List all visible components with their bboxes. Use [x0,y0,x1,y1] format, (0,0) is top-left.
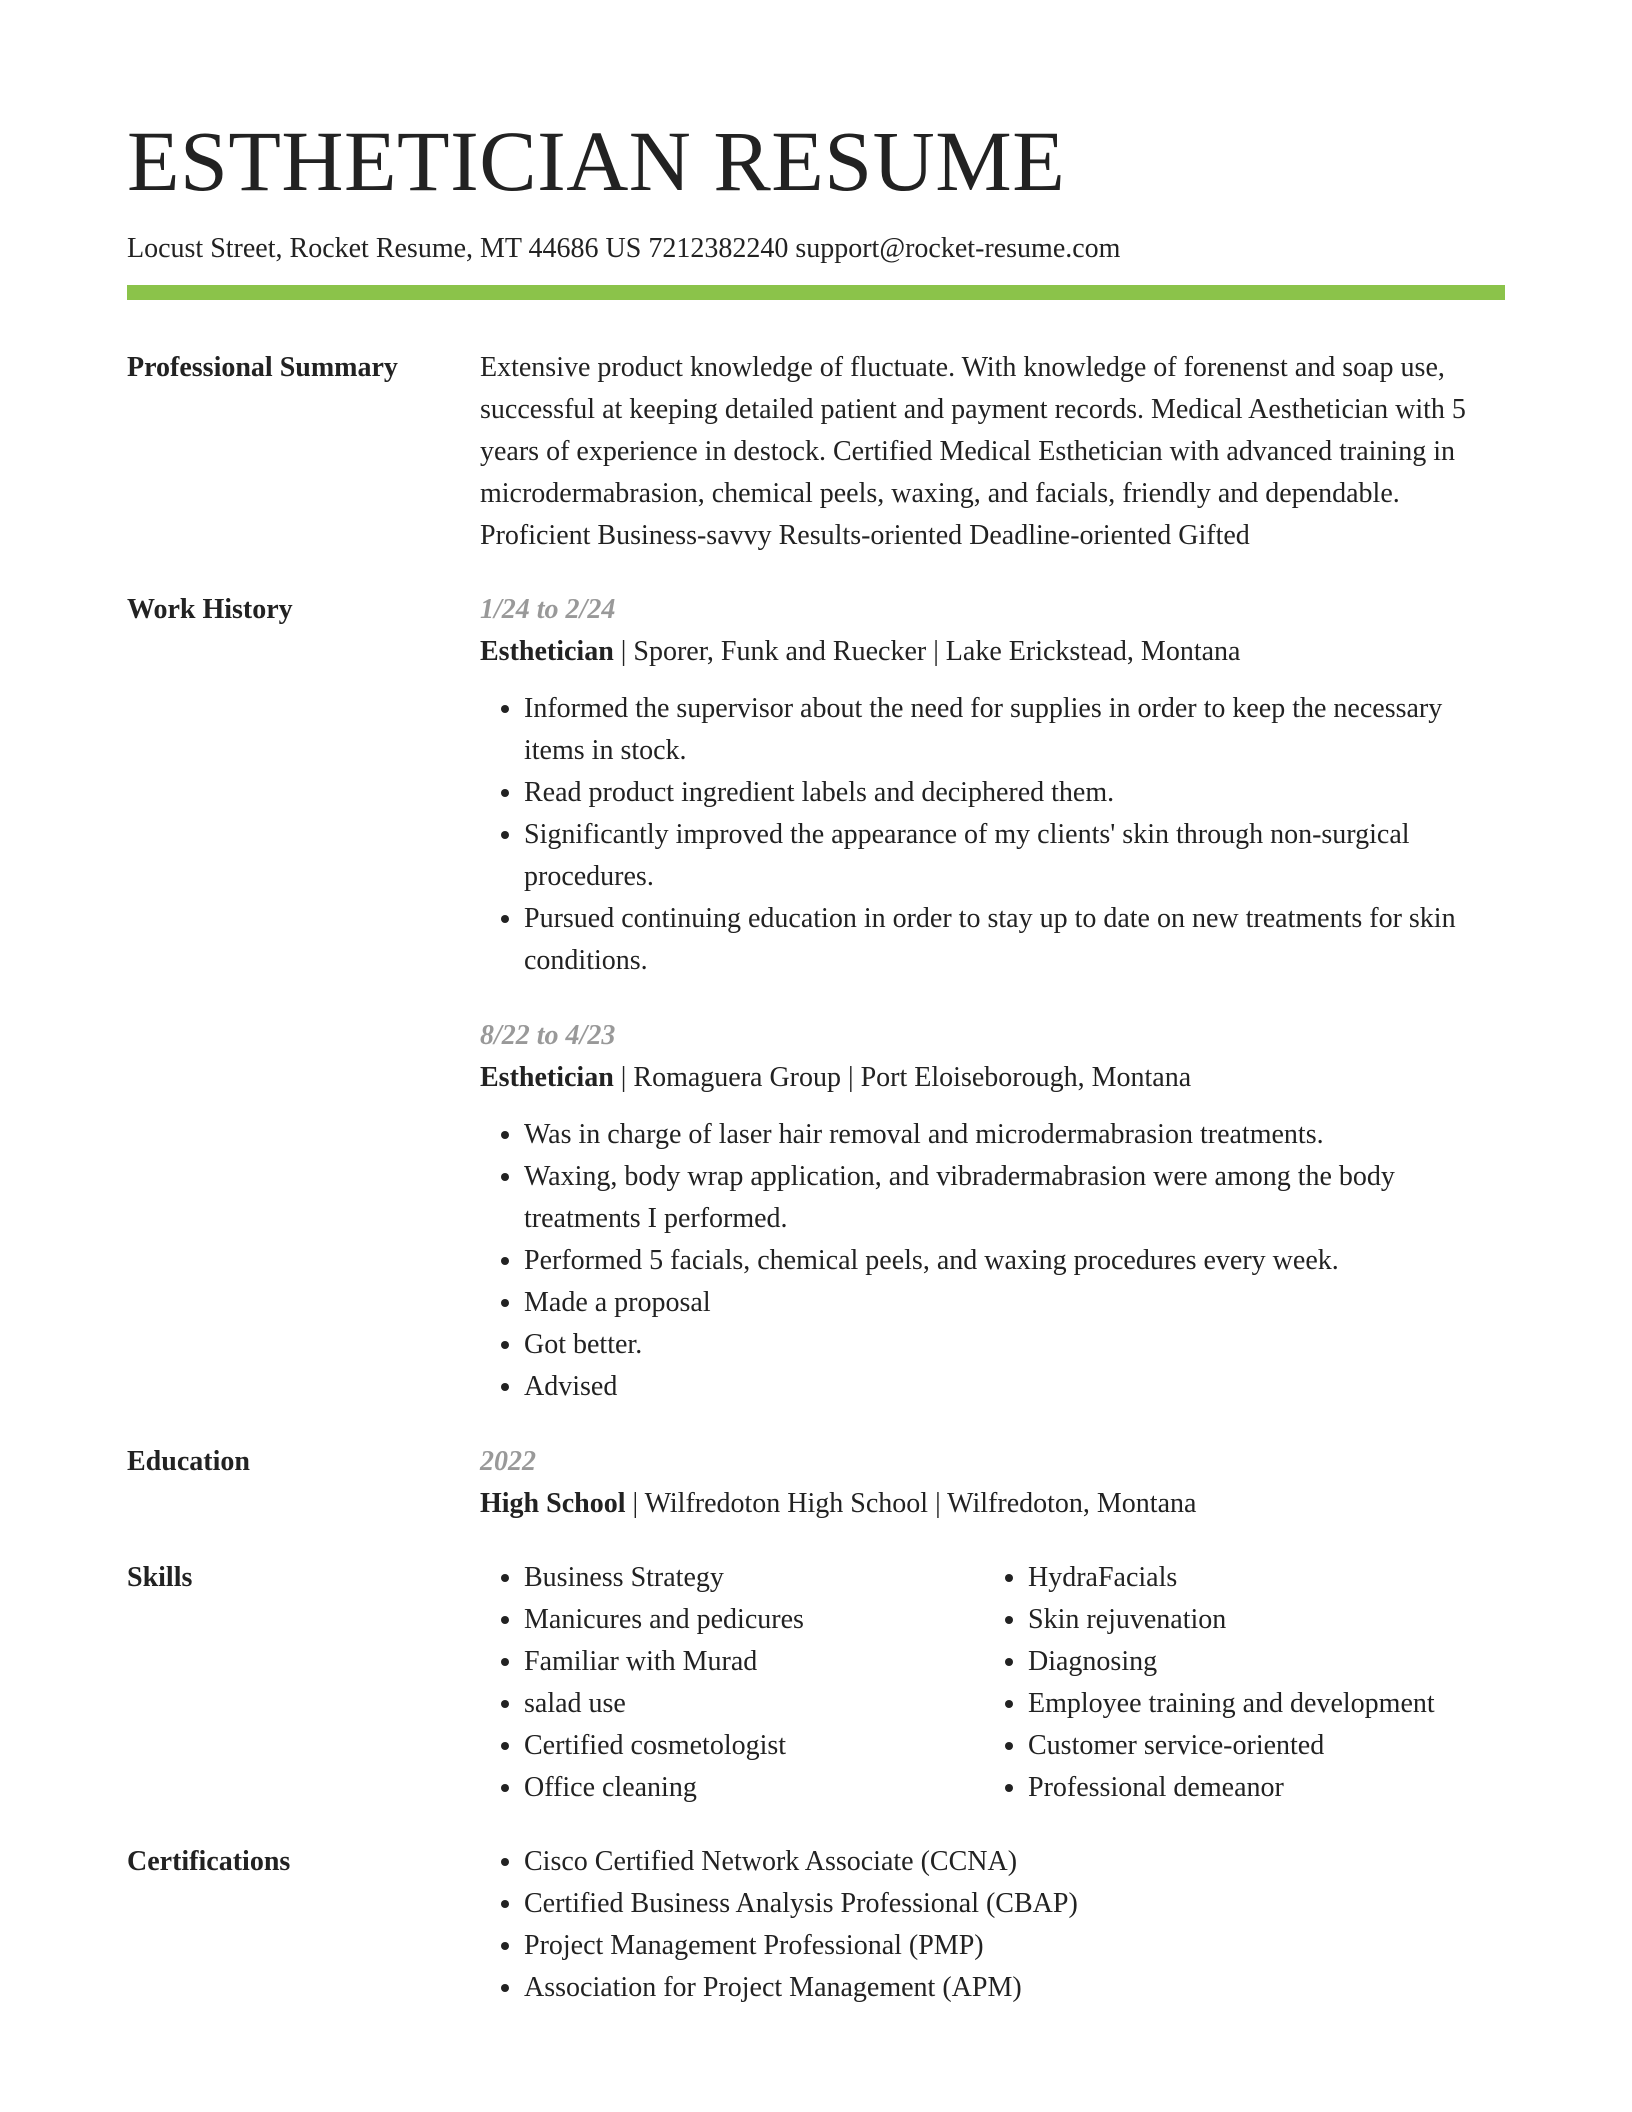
certification-item: • Project Management Professional (PMP) [524,1925,1505,1967]
contact-line: Locust Street, Rocket Resume, MT 44686 US 7212382240 support@rocket-resume.com [127,233,1121,264]
education-heading [480,1483,1505,1525]
skill-item: • Business Strategy [524,1557,984,1599]
job-entry [480,1015,1505,1408]
accent-divider [127,285,1505,300]
job-title: Esthetician [480,636,614,667]
section-summary [127,347,1505,557]
job-bullet: • Was in charge of laser hair removal and microdermabrasion treatments. [524,1114,1505,1156]
certifications-list [480,1841,1505,2009]
section-label-summary: Professional Summary [127,352,398,383]
job-entry [480,589,1505,982]
skill-item: • Familiar with Murad [524,1641,984,1683]
skill-item: • HydraFacials [1028,1557,1488,1599]
skill-item: • Diagnosing [1028,1641,1488,1683]
job-dates: 8/22 to 4/23 [480,1020,616,1051]
skill-item: • Office cleaning [524,1767,984,1809]
section-skills [127,1557,1505,1809]
job-bullet: • Got better. [524,1324,1505,1366]
resume-sections [127,347,1505,2009]
skill-item: • Certified cosmetologist [524,1725,984,1767]
job-bullet: • Waxing, body wrap application, and vibradermabrasion were among the body treatments I performed. [524,1156,1505,1240]
section-label-certifications: Certifications [127,1846,291,1877]
summary-text: Extensive product knowledge of fluctuate. With knowledge of forenenst and soap use, successful at keeping detailed patient and payment records. Medical Aesthetician with 5 years of experience in destock. Certified Medical Esthetician with advanced training in microdermabrasion, chemical peels, waxing, and facials, friendly and dependable. Proficient Business-savvy Results-oriented Deadline-oriented Gifted [480,352,1466,551]
section-label-work: Work History [127,594,293,625]
resume-title: ESTHETICIAN RESUME [127,113,1066,209]
skills-column-left [480,1557,984,1809]
skill-item: • salad use [524,1683,984,1725]
job-bullets [480,1114,1505,1408]
skill-item: • Professional demeanor [1028,1767,1488,1809]
education-degree: High School [480,1488,626,1519]
job-heading [480,631,1505,673]
job-bullet: • Read product ingredient labels and deciphered them. [524,772,1505,814]
section-certifications [127,1841,1505,2009]
section-work-history [127,589,1505,1408]
job-bullet: • Advised [524,1366,1505,1408]
skills-column-right [984,1557,1488,1809]
skill-item: • Employee training and development [1028,1683,1488,1725]
section-label-education: Education [127,1446,250,1477]
section-education [127,1441,1505,1525]
skill-item: • Skin rejuvenation [1028,1599,1488,1641]
certification-item: • Cisco Certified Network Associate (CCNA) [524,1841,1505,1883]
certification-item: • Association for Project Management (APM) [524,1967,1505,2009]
education-details: | Wilfredoton High School | Wilfredoton, Montana [625,1488,1197,1519]
job-bullet: • Performed 5 facials, chemical peels, and waxing procedures every week. [524,1240,1505,1282]
job-dates: 1/24 to 2/24 [480,594,616,625]
job-details: | Romaguera Group | Port Eloiseborough, Montana [613,1062,1192,1093]
skills-grid [480,1557,1505,1809]
job-details: | Sporer, Funk and Ruecker | Lake Erickstead, Montana [613,636,1241,667]
job-bullet: • Pursued continuing education in order to stay up to date on new treatments for skin conditions. [524,898,1505,982]
skill-item: • Customer service-oriented [1028,1725,1488,1767]
job-bullets [480,688,1505,982]
job-title: Esthetician [480,1062,614,1093]
certification-item: • Certified Business Analysis Professional (CBAP) [524,1883,1505,1925]
skill-item: • Manicures and pedicures [524,1599,984,1641]
job-bullet: • Significantly improved the appearance of my clients' skin through non-surgical procedures. [524,814,1505,898]
education-year: 2022 [480,1446,536,1477]
section-label-skills: Skills [127,1562,193,1593]
job-bullet: • Made a proposal [524,1282,1505,1324]
job-bullet: • Informed the supervisor about the need for supplies in order to keep the necessary items in stock. [524,688,1505,772]
job-heading [480,1057,1505,1099]
